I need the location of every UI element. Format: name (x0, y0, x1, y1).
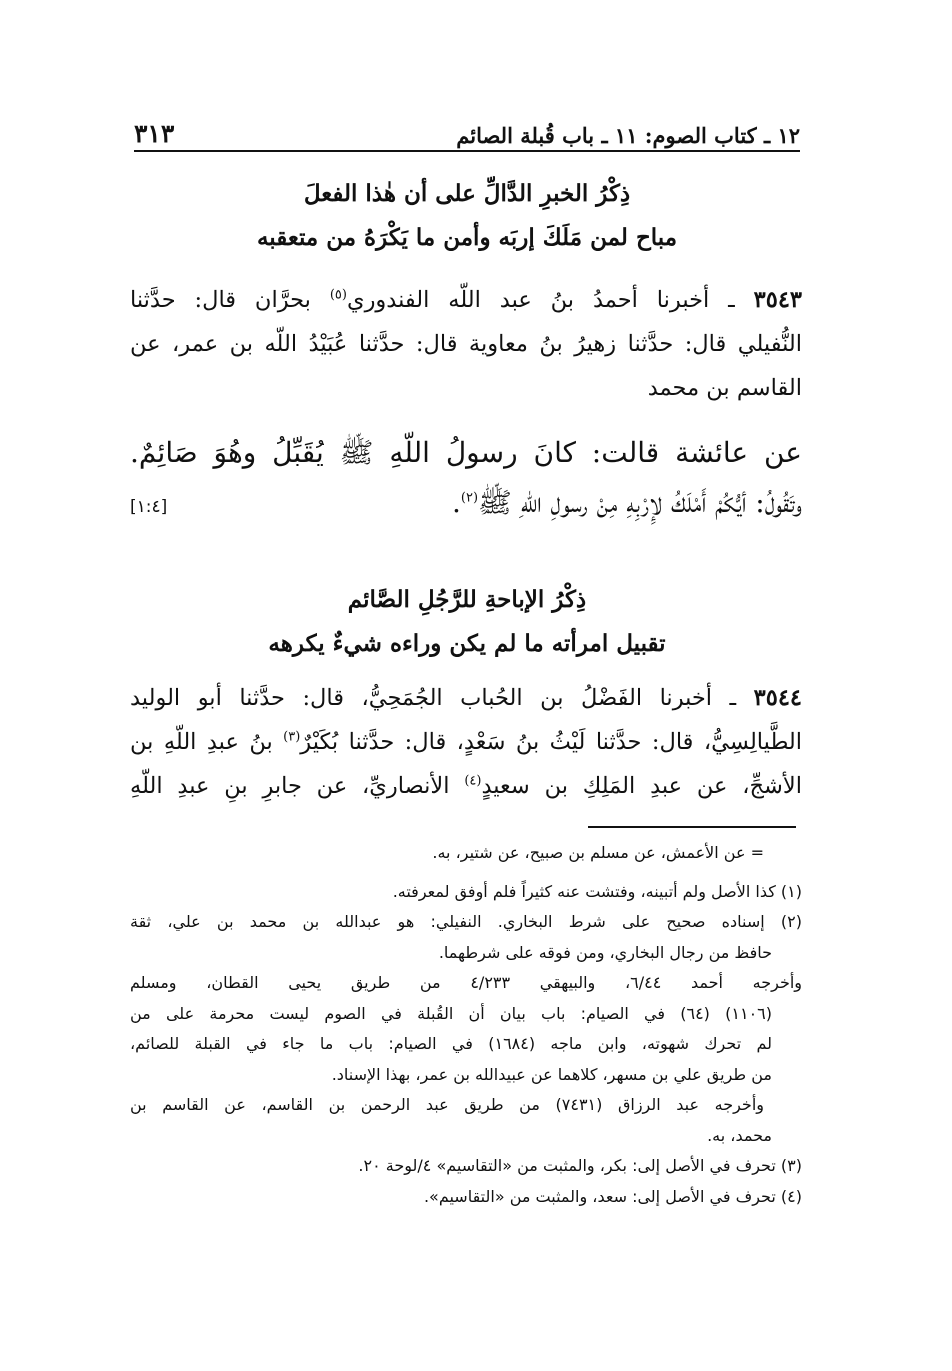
section-heading-2 (134, 578, 800, 666)
isnad-line: الأشجِّ، عن عبدِ المَلِكِ بن سعيدٍ$^{(٤)}$ الأنصاريِّ، عن جابرِ بنِ عبدِ اللّهِ (130, 773, 802, 799)
footnote-continuation: = عن الأعمش، عن مسلم بن صبيح، عن شتير، به. (432, 843, 764, 862)
footnote-marker: (٥) (329, 287, 347, 303)
heading-line: ذِكْرُ الخبرِ الدَّالِّ على أن هٰذا الفعلَ (303, 180, 631, 207)
footnote-2-line: محمد، به. (707, 1125, 772, 1145)
footnote-rule (588, 826, 796, 828)
footnote-1: (١) كذا الأصل ولم أتبينه، وفتشت عنه كثيراً فلم أوفق لمعرفته. (392, 881, 802, 901)
footnote-marker: (٣) (283, 729, 301, 745)
heading-line: ذِكْرُ الإباحةِ للرَّجُلِ الصَّائم (347, 586, 587, 613)
page-number: ٣١٣ (134, 119, 175, 148)
heading-line: تقبيل امرأته ما لم يكن وراءه شيءٌ يكرهه (268, 630, 666, 657)
hadith-3543-isnad (130, 278, 802, 410)
footnote-2-line: حافظ من رجال البخاري، ومن فوقه على شرطهما. (438, 942, 772, 962)
footnote-4: (٤) تحرف في الأصل إلى: سعد، والمثبت من «التقاسيم». (423, 1186, 802, 1206)
footnote-3: (٣) تحرف في الأصل إلى: بكر، والمثبت من «التقاسيم» ٤/لوحة ٢٠. (358, 1156, 802, 1175)
footnote-marker: (٤) (464, 773, 482, 789)
header-rule (134, 150, 800, 152)
isnad-line: ٣٥٤٣ ـ أخبرنا أحمدُ بنُ عبد اللّه الفندوري$^{(٥)}$ بحرَّان قال: حدَّثنا (130, 287, 803, 313)
section-heading-1 (134, 172, 800, 260)
hadith-number: ٣٥٤٤ (753, 685, 803, 711)
isnad-line: الطَّيالِسِيُّ، قال: حدَّثنا لَيْثُ بنُ سَعْدٍ، قال: حدَّثنا بُكَيْرٌ$^{(٣)}$ بنُ عبدِ اللّهِ بن (130, 729, 803, 755)
isnad-line: ٣٥٤٤ ـ أخبرنا الفَضْلُ بن الحُباب الجُمَحِيُّ، قال: حدَّثنا أبو الوليد (130, 685, 803, 711)
footnote-2-line: وأخرجه عبد الرزاق (٧٤٣١) من طريق عبد الرحمن بن القاسم، عن القاسم بن (130, 1095, 764, 1114)
matn-line: وتَقُولُ: أيُّكُمْ أَمْلَكُ لإِرْبِهِ مِنْ رسولِ اللّهِ ﷺ$^{(٢)}$. [١:٤] (130, 478, 802, 532)
footnote-2-line: (١١٠٦) (٦٤) في الصيام: باب بيان أن القُبلة في الصوم ليست محرمة على من (130, 1003, 772, 1023)
footnote-2: (٢) إسناده صحيح على شرط البخاري. النفيلي: هو عبدالله بن محمد بن علي، ثقة (130, 912, 802, 931)
hadith-3544-isnad (130, 676, 802, 808)
footnote-2-line: من طريق علي بن مسهر، كلاهما عن عبيدالله بن عمر، بهذا الإسناد. (331, 1064, 772, 1084)
isnad-line: النُّفيلي قال: حدَّثنا زهيرُ بنُ معاوية قال: حدَّثنا عُبَيْدُ اللّه بن عمر، عن (130, 331, 802, 357)
isnad-line: القاسم بن محمد (647, 375, 802, 401)
running-title: ١٢ ـ كتاب الصوم: ١١ ـ باب قُبلة الصائم (456, 123, 800, 148)
footnotes (130, 838, 802, 1212)
page-header (134, 108, 800, 148)
heading-line: مباح لمن مَلَكَ إربَه وأمن ما يَكْرَهُ من متعقبه (256, 224, 678, 251)
footnote-2-line: لم تحرك شهوته، وابن ماجه (١٦٨٤) في الصيام: باب ما جاء في القبلة للصائم، (130, 1034, 773, 1053)
hadith-3543-matn (130, 428, 802, 532)
matn-line: عن عائشة قالت: كانَ رسولُ اللّهِ ﷺ يُقَبِّلُ وهُوَ صَائِمٌ. (130, 436, 802, 469)
reference-bracket: [١:٤] (130, 497, 168, 517)
footnote-marker: (٢) (460, 490, 479, 506)
footnote-2-line: وأخرجه أحمد ٦/٤٤، والبيهقي ٤/٢٣٣ من طريق يحيى القطان، ومسلم (130, 973, 803, 992)
hadith-number: ٣٥٤٣ (753, 287, 803, 313)
